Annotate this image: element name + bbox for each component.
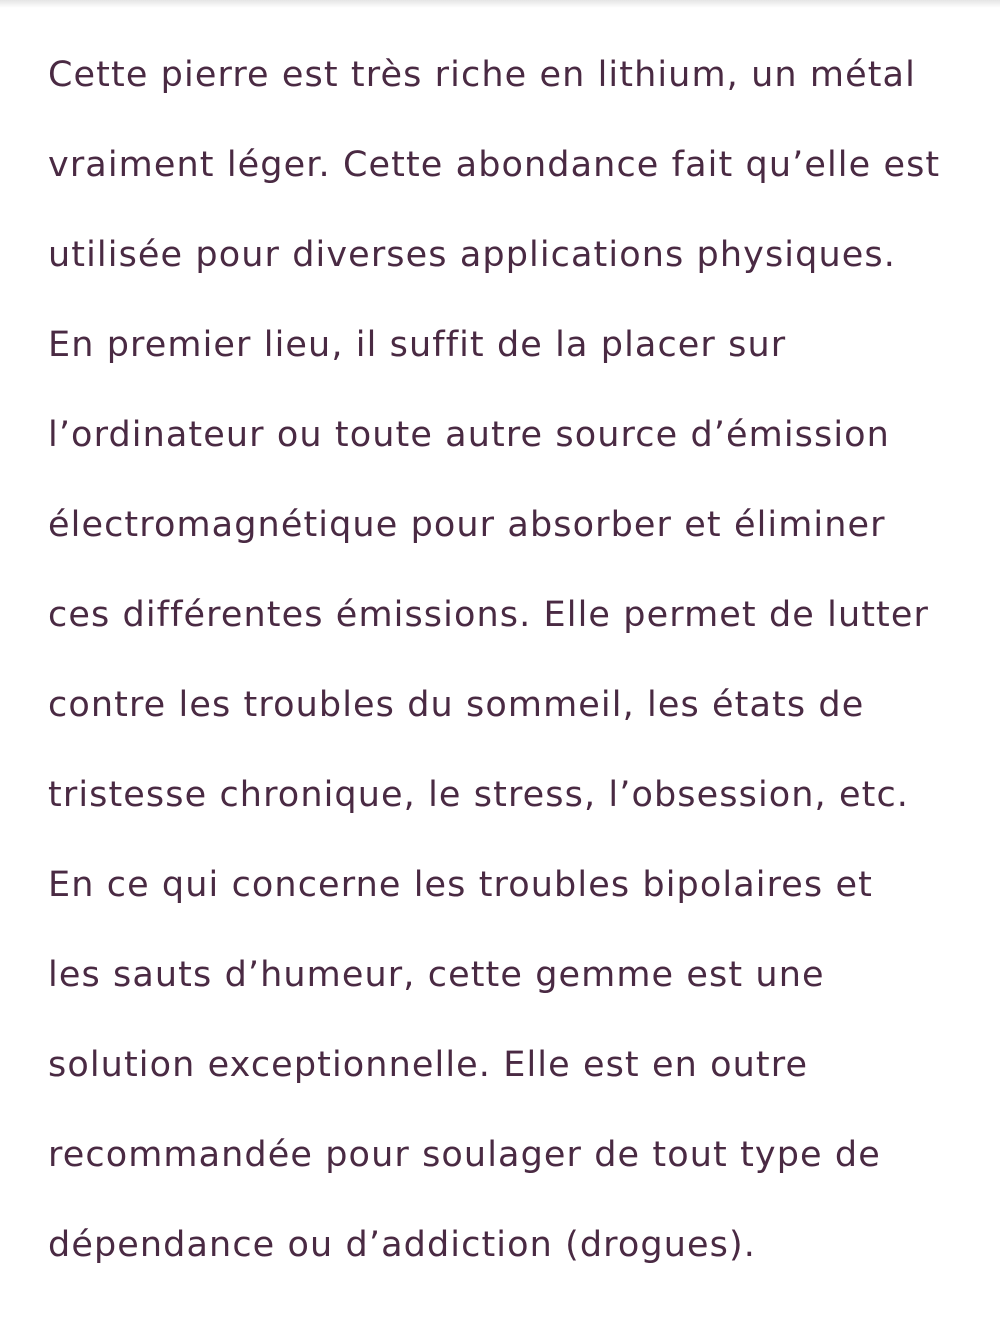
paragraph-line: l’ordinateur ou toute autre source d’émission (48, 415, 890, 455)
article-paragraph (48, 30, 968, 1290)
paragraph-line: électromagnétique pour absorber et éliminer (48, 505, 886, 545)
paragraph-line: utilisée pour diverses applications physiques. (48, 235, 896, 275)
paragraph-line: En ce qui concerne les troubles bipolaires et (48, 865, 873, 905)
paragraph-line: recommandée pour soulager de tout type de (48, 1135, 881, 1175)
paragraph-line: ces différentes émissions. Elle permet de lutter (48, 595, 930, 635)
paragraph-line: dépendance ou d’addiction (drogues). (48, 1225, 756, 1265)
paragraph-line: En premier lieu, il suffit de la placer sur (48, 325, 787, 365)
paragraph-line: Cette pierre est très riche en lithium, un métal (48, 55, 916, 95)
paragraph-line: vraiment léger. Cette abondance fait qu’elle est (48, 145, 941, 185)
paragraph-line: solution exceptionnelle. Elle est en outre (48, 1045, 809, 1085)
top-edge-shadow (0, 0, 1000, 8)
paragraph-line: les sauts d’humeur, cette gemme est une (48, 955, 825, 995)
paragraph-line: tristesse chronique, le stress, l’obsession, etc. (48, 775, 910, 815)
paragraph-line: contre les troubles du sommeil, les états de (48, 685, 865, 725)
